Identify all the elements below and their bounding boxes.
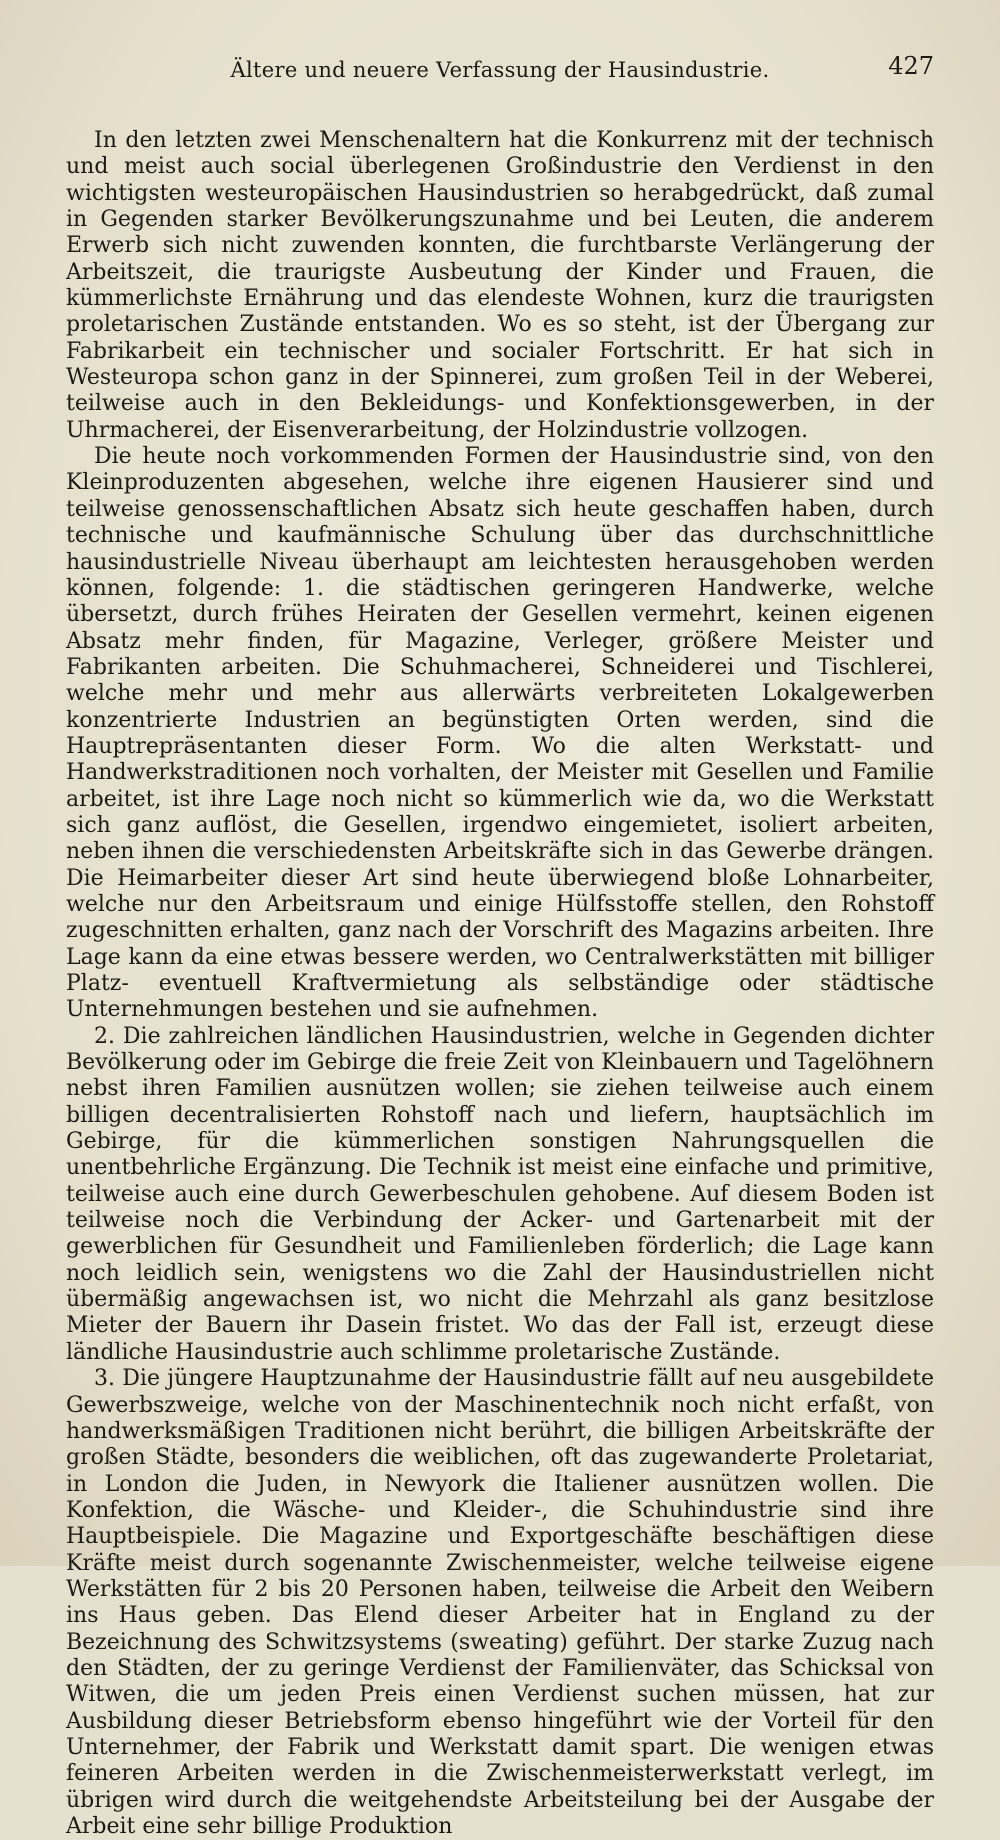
page-header bbox=[66, 52, 934, 88]
body-text bbox=[66, 128, 934, 1840]
paragraph: Die heute noch vorkommenden Formen der Hausindustrie sind, von den Kleinproduzenten abgesehen, welche ihre eigenen Hausierer sind und teilweise genossenschaftlichen Absatz sich heute geschaffen haben, durch technische und kaufmännische Schulung über das durchschnittliche hausindustrielle Niveau überhaupt am leichtesten herausgehoben werden können, folgende: 1. die städtischen geringeren Handwerke, welche übersetzt, durch frühes Heiraten der Gesellen vermehrt, keinen eigenen Absatz mehr finden, für Magazine, Verleger, größere Meister und Fabrikanten arbeiten. Die Schuhmacherei, Schneiderei und Tischlerei, welche mehr und mehr aus allerwärts verbreiteten Lokalgewerben konzentrierte Industrien an begünstigten Orten werden, sind die Hauptrepräsentanten dieser Form. Wo die alten Werkstatt- und Handwerkstraditionen noch vorhalten, der Meister mit Gesellen und Familie arbeitet, ist ihre Lage noch nicht so kümmerlich wie da, wo die Werkstatt sich ganz auflöst, die Gesellen, irgendwo eingemietet, isoliert arbeiten, neben ihnen die verschiedensten Arbeitskräfte sich in das Gewerbe drängen. Die Heimarbeiter dieser Art sind heute überwiegend bloße Lohnarbeiter, welche nur den Arbeitsraum und einige Hülfsstoffe stellen, den Rohstoff zugeschnitten erhalten, ganz nach der Vorschrift des Magazins arbeiten. Ihre Lage kann da eine etwas bessere werden, wo Centralwerkstätten mit billiger Platz- eventuell Kraftvermietung als selbständige oder städtische Unternehmungen bestehen und sie aufnehmen. bbox=[66, 444, 934, 1023]
running-title: Ältere und neuere Verfassung der Hausindustrie. bbox=[230, 58, 770, 82]
paragraph: In den letzten zwei Menschenaltern hat die Konkurrenz mit der technisch und meist auch social überlegenen Großindustrie den Verdienst in den wichtigsten westeuropäischen Hausindustrien so herabgedrückt, daß zumal in Gegenden starker Bevölkerungszunahme und bei Leuten, die anderem Erwerb sich nicht zuwenden konnten, die furchtbarste Verlängerung der Arbeitszeit, die traurigste Ausbeutung der Kinder und Frauen, die kümmerlichste Ernährung und das elendeste Wohnen, kurz die traurigsten proletarischen Zustände entstanden. Wo es so steht, ist der Übergang zur Fabrikarbeit ein technischer und socialer Fortschritt. Er hat sich in Westeuropa schon ganz in der Spinnerei, zum großen Teil in der Weberei, teilweise auch in den Bekleidungs- und Konfektionsgewerben, in der Uhrmacherei, der Eisenverarbeitung, der Holzindustrie vollzogen. bbox=[66, 128, 934, 443]
page-number: 427 bbox=[888, 52, 934, 80]
paragraph: 3. Die jüngere Hauptzunahme der Hausindustrie fällt auf neu ausgebildete Gewerbszweige, welche von der Maschinentechnik noch nicht erfaßt, von handwerksmäßigen Traditionen nicht berührt, die billigen Arbeitskräfte der großen Städte, besonders die weiblichen, oft das zugewanderte Proletariat, in London die Juden, in Newyork die Italiener ausnützen wollen. Die Konfektion, die Wäsche- und Kleider-, die Schuhindustrie sind ihre Hauptbeispiele. Die Magazine und Exportgeschäfte beschäftigen diese Kräfte meist durch sogenannte Zwischenmeister, welche teilweise eigene Werkstätten für 2 bis 20 Personen haben, teilweise die Arbeit den Weibern ins Haus geben. Das Elend dieser Arbeiter hat in England zu der Bezeichnung des Schwitzsystems (sweating) geführt. Der starke Zuzug nach den Städten, der zu geringe Verdienst der Familienväter, das Schicksal von Witwen, die um jeden Preis einen Verdienst suchen müssen, hat zur Ausbildung dieser Betriebsform ebenso hingeführt wie der Vorteil für den Unternehmer, der Fabrik und Werkstatt damit spart. Die wenigen etwas feineren Arbeiten werden in die Zwischenmeisterwerkstatt verlegt, im übrigen wird durch die weitgehendste Arbeitsteilung bei der Ausgabe der Arbeit eine sehr billige Produktion bbox=[66, 1366, 934, 1839]
paragraph: 2. Die zahlreichen ländlichen Hausindustrien, welche in Gegenden dichter Bevölkerung oder im Gebirge die freie Zeit von Kleinbauern und Tagelöhnern nebst ihren Familien ausnützen wollen; sie ziehen teilweise auch einem billigen decentralisierten Rohstoff nach und liefern, hauptsächlich im Gebirge, für die kümmerlichen sonstigen Nahrungsquellen die unentbehrliche Ergänzung. Die Technik ist meist eine einfache und primitive, teilweise auch eine durch Gewerbeschulen gehobene. Auf diesem Boden ist teilweise noch die Verbindung der Acker- und Gartenarbeit mit der gewerblichen für Gesundheit und Familienleben förderlich; die Lage kann noch leidlich sein, wenigstens wo die Zahl der Hausindustriellen nicht übermäßig angewachsen ist, wo nicht die Mehrzahl als ganz besitzlose Mieter der Bauern ihr Dasein fristet. Wo das der Fall ist, erzeugt diese ländliche Hausindustrie auch schlimme proletarische Zustände. bbox=[66, 1023, 934, 1365]
